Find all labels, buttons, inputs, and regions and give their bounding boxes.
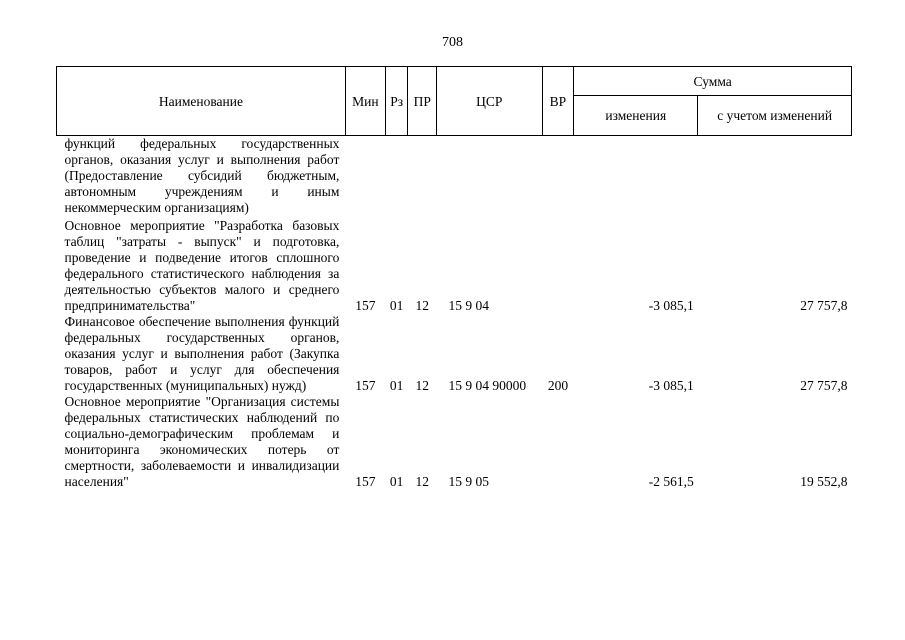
- row-min: 157: [355, 474, 376, 489]
- header-pr: ПР: [408, 67, 437, 136]
- row-rz: 01: [389, 298, 404, 313]
- table-row: [57, 136, 852, 219]
- header-rz: Рз: [385, 67, 408, 136]
- row-pr: [408, 136, 437, 219]
- row-change: -3 085,1: [648, 378, 694, 393]
- row-with-change: 27 757,8: [800, 378, 848, 393]
- header-vr: ВР: [542, 67, 574, 136]
- row-csr: 15 9 04: [448, 298, 490, 313]
- header-with-change: с учетом изменений: [698, 96, 852, 136]
- table-row: [57, 314, 852, 394]
- row-csr: 15 9 05: [448, 474, 490, 489]
- header-csr: ЦСР: [437, 67, 543, 136]
- row-name: функций федеральных государственных органов, оказания услуг и выполнения работ (Предоставление субсидий бюджетным, автономным учреждениям и иным некоммерческим организациям): [64, 136, 340, 215]
- row-vr: 200: [547, 378, 569, 393]
- row-with-change: 19 552,8: [800, 474, 848, 489]
- header-change: изменения: [574, 96, 698, 136]
- row-min: 157: [355, 298, 376, 313]
- row-with-change: 27 757,8: [800, 298, 848, 313]
- row-rz: 01: [389, 378, 404, 393]
- row-csr: 15 9 04 90000: [448, 378, 527, 393]
- row-vr: [542, 218, 574, 314]
- header-sum: Сумма: [574, 67, 852, 96]
- row-name: Финансовое обеспечение выполнения функций федеральных государственных органов, оказания услуг и выполнения работ (Закупка товаров, работ и услуг для обеспечения государственных (муниципальных) нужд): [64, 314, 340, 393]
- header-min: Мин: [345, 67, 385, 136]
- row-change: -3 085,1: [648, 298, 694, 313]
- row-vr: [542, 394, 574, 490]
- row-pr: 12: [415, 474, 429, 489]
- row-change: [574, 136, 698, 219]
- table-row: [57, 394, 852, 490]
- row-csr: [437, 136, 543, 219]
- row-name: Основное мероприятие "Организация системы федеральных статистических наблюдений по социально-демографическим проблемам и мониторинга экономических потерь от смертности, заболеваемости и инвалидизации населения": [64, 394, 340, 489]
- row-name: Основное мероприятие "Разработка базовых таблиц "затраты - выпуск" и подготовка, проведение и подведение итогов сплошного федерального статистического наблюдения за деятельностью субъектов малого и среднего предпринимательства": [64, 218, 340, 313]
- row-min: 157: [355, 378, 376, 393]
- budget-table: [56, 66, 852, 490]
- row-with-change: [698, 136, 852, 219]
- row-pr: 12: [415, 298, 429, 313]
- table-row: [57, 218, 852, 314]
- row-min: [345, 136, 385, 219]
- row-pr: 12: [415, 378, 429, 393]
- row-rz: [385, 136, 408, 219]
- page-number: 708: [442, 35, 463, 50]
- header-name: Наименование: [57, 67, 346, 136]
- row-vr: [542, 136, 574, 219]
- row-change: -2 561,5: [648, 474, 694, 489]
- row-rz: 01: [389, 474, 404, 489]
